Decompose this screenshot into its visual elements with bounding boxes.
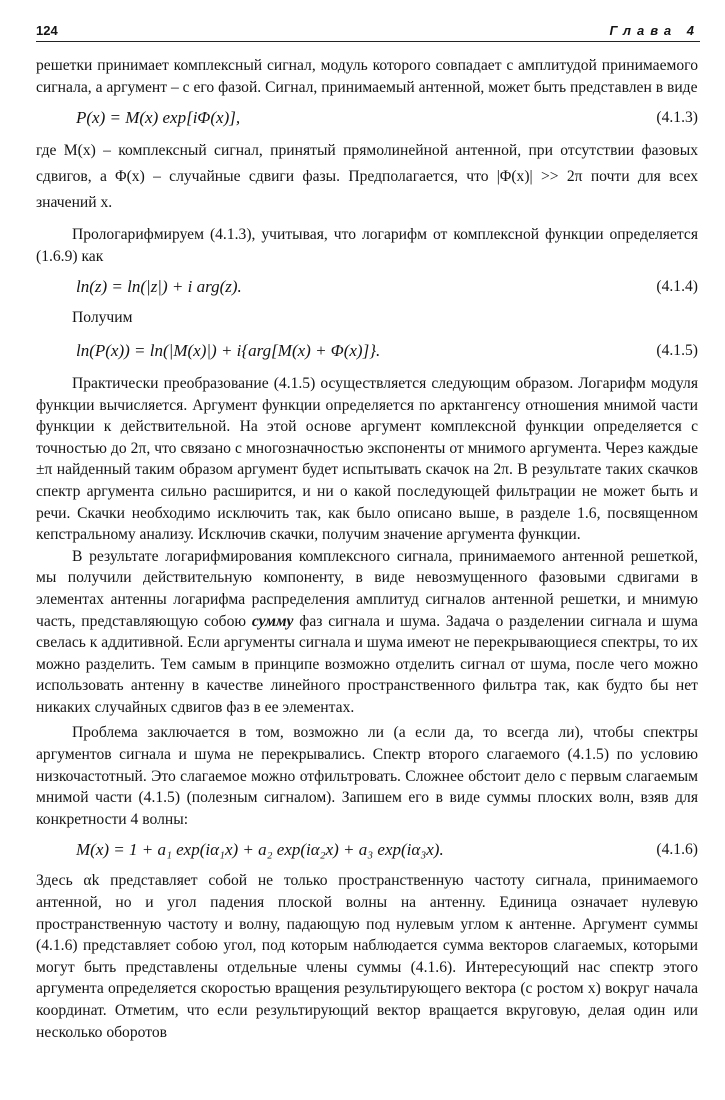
equation-number: (4.1.3) <box>656 109 698 127</box>
equation-number: (4.1.5) <box>656 341 698 359</box>
chapter-title: Глава 4 <box>609 23 700 38</box>
header-rule <box>36 41 700 42</box>
equation-4-1-3 <box>36 98 698 138</box>
paragraph-1: решетки принимает комплексный сигнал, модуль которого совпадает с амплитудой принимаемого сигнала, а аргумент – с его фазой. Сигнал, принимаемый антенной, может быть представлен в виде <box>36 57 698 96</box>
paragraph-6 <box>36 546 698 719</box>
paragraph-8: Здесь αk представляет собой не только пространственную частоту сигнала, принимаемого антенной, но и угол падения плоской волны на антенну. Единица означает нулевую пространственную частоту и волну, падающую под нулевым углом к антенне. Аргумент суммы (4.1.6) представляет собою угол, под которым наблюдается сумма векторов слагаемых, которыми могут быть представлены отдельные члены суммы (4.1.6). Интересующий нас спектр этого аргумента определяется скоростью вращения результирующего вектора (с ростом x) вокруг начала координат. Отметим, что если результирующий вектор вращается вкруговую, делая один или несколько оборотов <box>36 872 698 1041</box>
page-number: 124 <box>36 23 58 38</box>
paragraph-4: Получим <box>72 309 133 327</box>
paragraph-3: Прологарифмируем (4.1.3), учитывая, что логарифм от комплексной функции определяется (1.6.9) как <box>36 226 698 265</box>
paragraph-5: Практически преобразование (4.1.5) осуществляется следующим образом. Логарифм модуля функции вычисляется. Аргумент функции определяется по арктангенсу отношения мнимой части функции к действительной. На этой основе аргумент комплексной функции определяется с точностью до 2π, что связано с многозначностью экспоненты от мнимого аргумента. Через каждые ±π найденный таким образом аргумент будет испытывать скачок на 2π. В результате таких скачков спектр аргумента сильно расширится, и ни о какой последующей фильтрации не может быть и речи. Скачки необходимо исключить так, как было описано выше, в разделе 1.6, посвященном кепстральному анализу. Исключив скачки, получим значение аргумента функции. <box>36 374 698 544</box>
equation-4-1-6 <box>36 830 698 870</box>
page-body <box>36 55 698 1043</box>
paragraph-6-text-b: фаз сигнала и шума. Задача о разделении сигнала и шума свелась к аддитивной. Если аргументы сигнала и шума имеют не перекрывающиеся спектры, то их можно разделить. Тем самым в принципе возможно отделить сигнал от шума, после чего можно использовать антенну в качестве линейного пространственного фильтра так, как будто бы нет никаких случайных сдвигов фаз в ее элементах. <box>36 612 698 716</box>
equation-number: (4.1.4) <box>656 278 698 296</box>
emphasis-summa: сумму <box>251 612 294 630</box>
equation-4-1-5 <box>36 329 698 373</box>
paragraph-2: где M(x) – комплексный сигнал, принятый прямолинейной антенной, при отсутствии фазовых сдвигов, а Φ(x) – случайные сдвиги фазы. Предполагается, что |Φ(x)| >> 2π почти для всех значений x. <box>36 142 698 212</box>
equation-formula: ln(z) = ln(|z|) + i arg(z). <box>76 277 242 297</box>
paragraph-6-text-a: В результате логарифмирования комплексного сигнала, принимаемого антенной решеткой, мы получили действительную компоненту, в виде невозмущенного фазовыми сдвигами в элементах антенны логарифма распределения амплитуд сигналов антенной решетки, и мнимую часть, представляющую собою <box>36 547 698 630</box>
equation-number: (4.1.6) <box>656 841 698 859</box>
paragraph-7: Проблема заключается в том, возможно ли (а если да, то всегда ли), чтобы спектры аргументов сигнала и шума не перекрывались. Спектр второго слагаемого (4.1.5) по условию низкочастотный. Это слагаемое можно отфильтровать. Сложнее обстоит дело с первым слагаемым мнимой части (4.1.5) (полезным сигналом). Запишем его в виде суммы плоских волн, взяв для конкретности 4 волны: <box>36 724 698 828</box>
equation-4-1-4 <box>36 267 698 307</box>
equation-formula: P(x) = M(x) exp[iΦ(x)], <box>76 108 241 128</box>
equation-formula: M(x) = 1 + a₁ exp(iα₁x) + a₂ exp(iα₂x) + a₃ exp(iα₃x). <box>76 840 444 860</box>
page-header <box>36 20 700 44</box>
equation-formula: ln(P(x)) = ln(|M(x)|) + i{arg[M(x) + Φ(x)]}. <box>76 340 381 360</box>
